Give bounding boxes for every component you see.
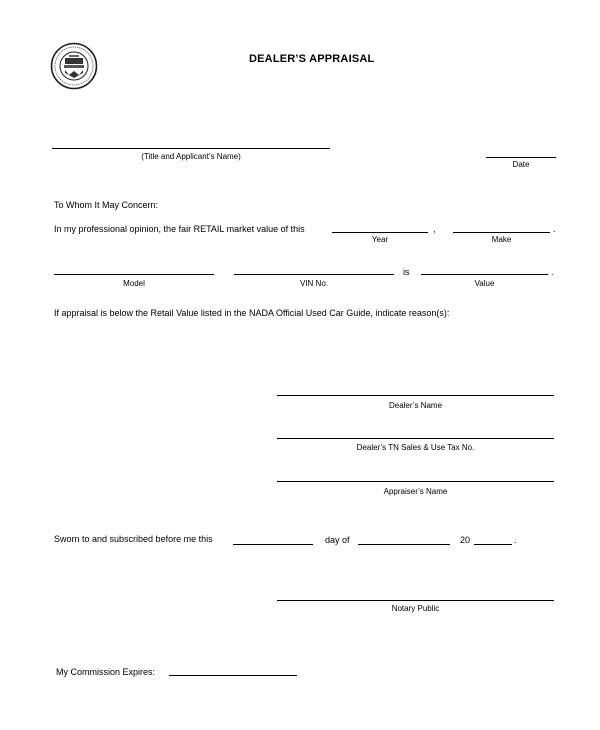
value-label: Value — [474, 279, 495, 288]
period-1: . — [553, 224, 556, 234]
year-prefix: 20 — [460, 535, 471, 545]
period-2: . — [551, 267, 554, 277]
sworn-month-line[interactable] — [358, 544, 450, 545]
vin-line[interactable] — [234, 274, 394, 275]
value-line[interactable] — [421, 274, 548, 275]
salutation: To Whom It May Concern: — [54, 200, 159, 210]
tax-no-line[interactable] — [277, 438, 554, 439]
model-line[interactable] — [54, 274, 214, 275]
comma: , — [433, 224, 436, 234]
notary-line[interactable] — [277, 600, 554, 601]
is-text: is — [403, 267, 410, 277]
date-line[interactable] — [486, 157, 556, 158]
opinion-text: In my professional opinion, the fair RETAIL market value of this — [54, 224, 305, 234]
make-line[interactable] — [453, 232, 550, 233]
appraiser-name-label: Appraiser’s Name — [383, 487, 448, 496]
tax-no-label: Dealer’s TN Sales & Use Tax No. — [356, 443, 475, 452]
vin-label: VIN No. — [299, 279, 328, 288]
document-title: DEALER’S APPRAISAL — [249, 53, 375, 65]
commission-label: My Commission Expires: — [56, 667, 156, 677]
sworn-text: Sworn to and subscribed before me this — [54, 534, 213, 544]
model-label: Model — [123, 279, 145, 288]
dealer-name-label: Dealer’s Name — [388, 401, 443, 410]
make-label: Make — [491, 235, 512, 244]
notary-label: Notary Public — [391, 604, 440, 613]
dealer-name-line[interactable] — [277, 395, 554, 396]
day-of-text: day of — [325, 535, 350, 545]
applicant-name-label: (Title and Applicant’s Name) — [141, 152, 241, 161]
date-label: Date — [512, 160, 530, 169]
below-value-text: If appraisal is below the Retail Value listed in the NADA Official Used Car Guide, indicate reason(s): — [54, 308, 450, 318]
year-line[interactable] — [332, 232, 428, 233]
sworn-day-line[interactable] — [233, 544, 313, 545]
appraiser-name-line[interactable] — [277, 481, 554, 482]
state-seal-icon — [50, 42, 98, 90]
year-label: Year — [371, 235, 389, 244]
sworn-year-line[interactable] — [474, 544, 512, 545]
period-3: . — [514, 535, 517, 545]
applicant-name-line[interactable] — [52, 148, 330, 149]
commission-line[interactable] — [169, 675, 297, 676]
